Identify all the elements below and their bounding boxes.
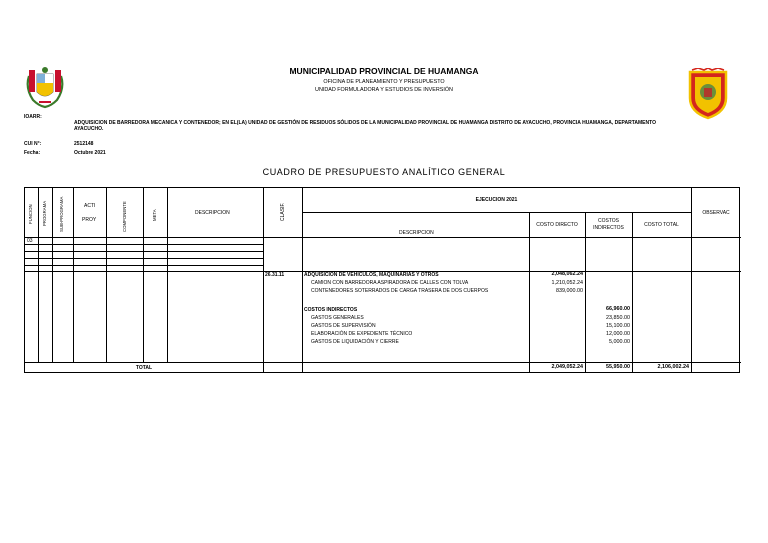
ioarr-label: IOARR: [24, 114, 42, 120]
group2-item-value: 5,000.00 [609, 339, 630, 345]
group2-item-desc: GASTOS GENERALES [311, 315, 364, 321]
group2-item-desc: ELABORACIÓN DE EXPEDIENTE TÉCNICO [311, 331, 413, 337]
group1-item-desc: CAMION CON BARREDORA ASPIRADORA DE CALLES CON TOLVA [311, 280, 469, 286]
header-programa: PROGRAMA [42, 200, 47, 226]
group1-item-desc: CONTENEDORES SOTERRADOS DE CARGA TRASERA DE DOS CUERPOS [311, 288, 489, 294]
header-clasif: CLASIF. [280, 202, 286, 221]
fecha-label: Fecha: [24, 150, 41, 156]
cui-value: 2512148 [74, 141, 94, 147]
group2-item-desc: GASTOS DE LIQUIDACIÓN Y CIERRE [311, 339, 399, 345]
clasif-code: 26.31.11 [265, 272, 285, 278]
header-costos-indirectos-1: COSTOS [597, 218, 620, 224]
header-costo-total: COSTO TOTAL [644, 222, 679, 228]
header-funcion: FUNCION [28, 204, 33, 224]
group1-total: 2,048,062.24 [551, 271, 583, 277]
project-description: ADQUISICION DE BARREDORA MECANICA Y CONTENEDOR; EN EL(LA) UNIDAD DE GESTIÓN DE RESIDUOS SÓLIDOS DE LA MUNICIPALIDAD PROVINCIAL DE HUAMANGA DISTRITO DE AYACUCHO, PROVINCIA HUAMANGA, DEPARTAMENTO AYACUCHO. [74, 120, 656, 132]
unit-name: UNIDAD FORMULADORA Y ESTUDIOS DE INVERSIÓN [315, 87, 453, 93]
header-componente: COMPONENTE [122, 201, 127, 232]
page-title: MUNICIPALIDAD PROVINCIAL DE HUAMANGA [289, 66, 479, 76]
header-descripcion-2: DESCRIPCION [399, 230, 434, 236]
office-name: OFICINA DE PLANEAMIENTO Y PRESUPUESTO [323, 79, 445, 85]
funcion-code: 03 [27, 238, 33, 244]
budget-table [24, 187, 740, 373]
group2-item-value: 23,850.00 [606, 315, 630, 321]
table-title: CUADRO DE PRESUPUESTO ANALÍTICO GENERAL [262, 167, 506, 177]
header-costo-directo: COSTO DIRECTO [536, 222, 578, 228]
cui-label: CUI N°: [24, 141, 42, 147]
fecha-value: Octubre 2021 [74, 150, 106, 156]
header-observac: OBSERVAC [702, 210, 730, 216]
group2-item-desc: GASTOS DE SUPERVISIÓN [311, 323, 376, 329]
header-descripcion: DESCRIPCION [195, 210, 230, 216]
header-proy: PROY [82, 217, 97, 223]
group1-title: ADQUISICION DE VEHICULOS, MAQUINARIAS Y OTROS [304, 272, 439, 278]
group2-total: 66,960.00 [606, 306, 630, 312]
total-costo-total: 2,106,002.24 [657, 364, 689, 370]
header-acti: ACTI [84, 203, 96, 209]
group2-item-value: 12,000.00 [606, 331, 630, 337]
total-label: TOTAL [135, 365, 153, 371]
group2-item-value: 15,100.00 [606, 323, 630, 329]
header-meta: META [152, 209, 157, 221]
header-costos-indirectos-2: INDIRECTOS [593, 225, 624, 231]
total-costos-indirectos: 55,950.00 [606, 364, 630, 370]
group1-item-value: 1,210,052.24 [551, 280, 583, 286]
header-ejecucion: EJECUCION 2021 [475, 197, 518, 203]
group2-title: COSTOS INDIRECTOS [304, 307, 358, 313]
total-costo-directo: 2,049,052.24 [551, 364, 583, 370]
header-subprograma: SUB-PROGRAMA [59, 196, 64, 232]
group1-item-value: 839,000.00 [556, 288, 583, 294]
